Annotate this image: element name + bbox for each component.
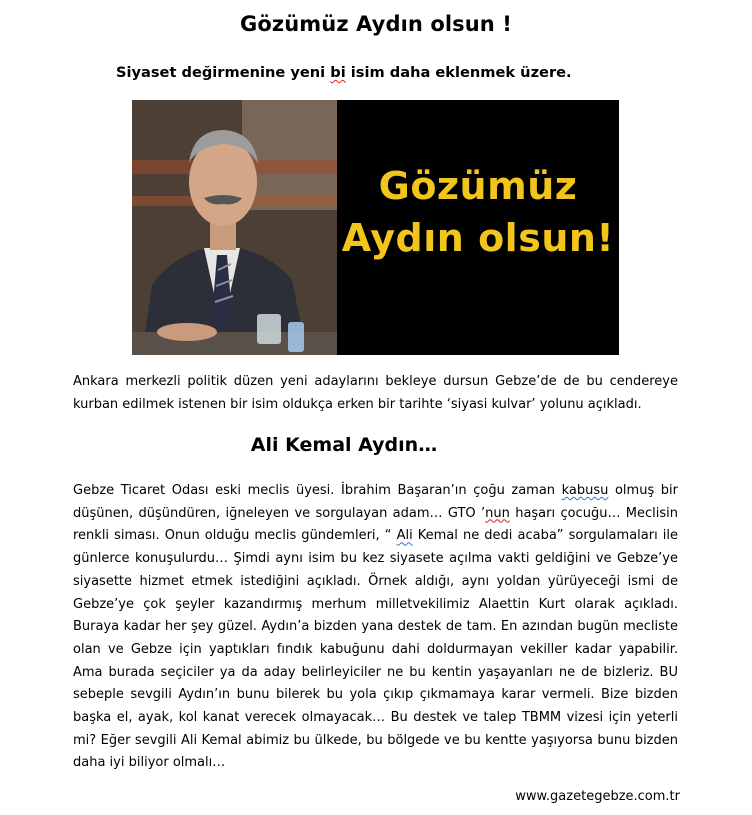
subtitle — [116, 64, 572, 81]
page-title: Gözümüz Aydın olsun ! — [240, 12, 512, 36]
article-photo — [132, 100, 619, 355]
spelling-marked-word-nun[interactable]: nun — [485, 505, 510, 521]
body-text-2: olmuş bir düşünen, düşündüren, iğneleyen ve sorgulayan adam… GTO ’ — [73, 483, 679, 521]
subtitle-misspelled-word[interactable]: bi — [330, 64, 346, 81]
section-heading: Ali Kemal Aydın… — [250, 434, 438, 456]
intro-paragraph: Ankara merkezli politik düzen yeni adaylarını bekleye dursun Gebze’de de bu cendereye kurban edilmek istenen bir isim oldukça erken bir tarihte ‘siyasi kulvar’ yolunu açıkladı. — [73, 374, 678, 412]
banner-line-2: Aydın olsun! — [341, 216, 615, 260]
body-paragraph — [73, 480, 678, 775]
subtitle-part1: Siyaset değirmenine yeni — [116, 64, 331, 81]
banner-line-1: Gözümüz — [378, 164, 578, 208]
grammar-marked-word-kabusu[interactable]: kabusu — [561, 483, 609, 498]
banner-text — [337, 160, 619, 264]
grammar-marked-word-ali[interactable]: Ali — [396, 528, 413, 544]
man-portrait-icon — [132, 100, 337, 355]
footer-website: www.gazetegebze.com.tr — [515, 789, 680, 804]
portrait-photo — [132, 100, 337, 355]
subtitle-part2: isim daha eklenmek üzere. — [345, 64, 572, 81]
body-text-3: haşarı çocuğu… Meclisin renkli siması. Onun olduğu meclis gündemleri, “ — [73, 505, 678, 544]
body-text-4: Kemal ne dedi acaba” sorgulamaları ile günlerce konuşulurdu… Şimdi aynı isim bu kez siyasete açılma vakti geldiğini ve Gebze’ye siyasette hizmet etmek istediğini açıkladı. Örnek aldığı, aynı yoldan yürüyeceği ismi de Gebze’ye çok şeyler kazandırmış merhum milletvekilimiz Alaettin Kurt olarak açıkladı. Buraya kadar her şey güzel. Aydın’a bizden yana destek de tam. En azından bugün mecliste olan ve Gebze için yaptıkları fındık kabuğunu dahi doldurmayan vekiller kadar yapabilir. Ama burada seçiciler ya da aday belirleyiciler ne bu kentin yaşayanları ne de bizleriz. BU sebeple sevgili Aydın’ın bunu bilerek bu yola çıkıp çıkmamaya karar vermeli. Bize bizden başka el, ayak, kol kanat verecek olmayacak… Bu destek ve talep TBMM vizesi için yeterli mi? Eğer sevgili Ali Kemal abimiz bu ülkede, bu bölgede ve bu kentte yaşıyorsa bunu bizden daha iyi biliyor olmalı… — [73, 528, 678, 771]
body-text-1: Gebze Ticaret Odası eski meclis üyesi. İbrahim Başaran’ın çoğu zaman — [73, 483, 562, 498]
